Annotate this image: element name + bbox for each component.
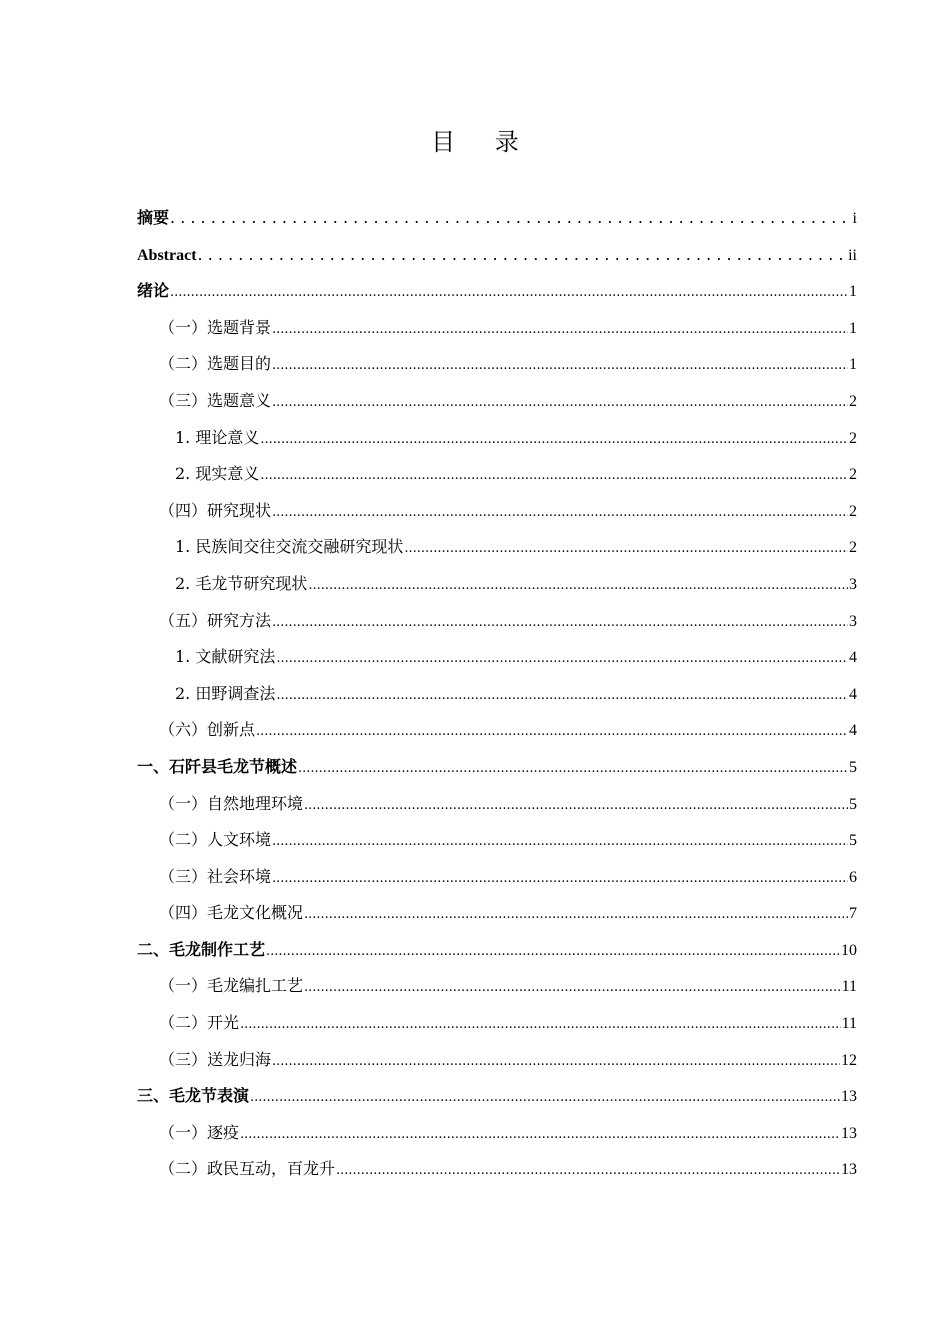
toc-entry-label: （二）人文环境 [159,830,272,850]
toc-leader [170,200,852,237]
toc-page-number: 3 [849,575,857,593]
toc-page-number: 11 [841,1015,857,1033]
toc-leader [304,895,848,934]
toc-entry[interactable] [137,456,857,493]
toc-page-number: 1 [849,283,857,301]
toc-entry-label: 2. 田野调查法 [175,683,276,703]
toc-page-number: 2 [849,466,857,484]
toc-entry[interactable] [137,566,857,603]
page-title: 目 录 [431,128,535,156]
toc-page-number: 10 [841,941,857,959]
toc-page-number: 1 [849,319,857,337]
toc-entry-label: Abstract [137,246,197,264]
toc-leader [266,932,840,971]
toc-entry[interactable] [137,676,857,713]
toc-entry-label: （三）送龙归海 [159,1049,272,1069]
toc-leader [404,529,848,568]
toc-leader [170,273,848,312]
toc-leader [272,859,848,898]
toc-entry[interactable] [137,1005,857,1042]
table-of-contents [137,200,857,1188]
toc-leader [198,237,848,274]
toc-entry-chapter-3[interactable] [137,1078,857,1115]
toc-entry-abstract-en[interactable] [137,237,857,274]
toc-page-number: 4 [849,649,857,667]
toc-entry-label: （一）自然地理环境 [159,793,304,813]
toc-leader [276,676,848,715]
toc-leader [336,1151,840,1190]
toc-entry-label: （三）社会环境 [159,866,272,886]
toc-entry-label: （六）创新点 [159,720,256,740]
toc-entry-label: （一）选题背景 [159,317,272,337]
toc-entry[interactable] [137,383,857,420]
toc-entry[interactable] [137,786,857,823]
toc-entry-abstract-cn[interactable] [137,200,857,237]
toc-page-number: 12 [841,1051,857,1069]
toc-entry[interactable] [137,895,857,932]
toc-leader [272,493,848,532]
toc-entry[interactable] [137,1042,857,1079]
toc-entry-label: （四）研究现状 [159,500,272,520]
toc-leader [276,639,848,678]
toc-entry-label: （三）选题意义 [159,390,272,410]
toc-entry-label: 2. 毛龙节研究现状 [175,573,308,593]
toc-page-number: 11 [841,978,857,996]
toc-leader [308,566,848,605]
toc-leader [272,310,848,349]
toc-page-number: 6 [849,868,857,886]
toc-page-number: 2 [849,539,857,557]
toc-entry-label: （一）逐疫 [159,1122,240,1142]
toc-entry-label: 二、毛龙制作工艺 [137,939,266,959]
toc-page-number: 5 [849,758,857,776]
toc-leader [240,1115,840,1154]
toc-leader [272,383,848,422]
toc-entry-label: 摘要 [137,208,170,227]
toc-page-number: 2 [849,502,857,520]
toc-leader [272,603,848,642]
toc-leader [272,346,848,385]
toc-entry-label: （二）选题目的 [159,354,272,374]
toc-entry[interactable] [137,529,857,566]
toc-leader [272,1042,840,1081]
toc-entry[interactable] [137,310,857,347]
toc-leader [304,968,841,1007]
toc-entry[interactable] [137,712,857,749]
toc-entry-label: 绪论 [137,281,170,301]
toc-leader [260,456,848,495]
toc-entry-label: （一）毛龙编扎工艺 [159,976,304,996]
toc-page-number: 4 [849,685,857,703]
toc-entry-label: （五）研究方法 [159,610,272,630]
toc-leader [304,786,848,825]
toc-page-number: 1 [849,356,857,374]
toc-page-number: 3 [849,612,857,630]
toc-entry-label: 1. 文献研究法 [175,647,276,667]
toc-entry-label: 1. 民族间交往交流交融研究现状 [175,537,404,557]
toc-entry[interactable] [137,603,857,640]
toc-entry-label: （四）毛龙文化概况 [159,903,304,923]
toc-page-number: 4 [849,722,857,740]
toc-leader [272,822,848,861]
toc-entry-label: （二）政民互动，百龙升 [159,1159,336,1179]
toc-leader [256,712,848,751]
toc-entry[interactable] [137,420,857,457]
toc-page-number: 13 [841,1124,857,1142]
toc-entry[interactable] [137,1151,857,1188]
toc-page-number: 2 [849,429,857,447]
toc-entry-label: 2. 现实意义 [175,464,260,484]
toc-entry[interactable] [137,493,857,530]
toc-entry[interactable] [137,346,857,383]
toc-page-number: i [852,210,857,227]
toc-page-number: 7 [849,905,857,923]
toc-entry-label: 一、石阡县毛龙节概述 [137,756,298,776]
toc-entry-chapter-1[interactable] [137,749,857,786]
toc-entry[interactable] [137,1115,857,1152]
toc-page-number: 2 [849,392,857,410]
toc-leader [250,1078,840,1117]
toc-page-number: 5 [849,795,857,813]
toc-entry-label: 三、毛龙节表演 [137,1086,250,1106]
toc-entry-chapter-2[interactable] [137,932,857,969]
toc-entry-label: （二）开光 [159,1013,240,1033]
toc-entry[interactable] [137,822,857,859]
toc-entry-introduction[interactable] [137,273,857,310]
toc-page-number: 5 [849,832,857,850]
toc-page-number: ii [848,246,857,264]
toc-entry-label: 1. 理论意义 [175,427,260,447]
toc-entry[interactable] [137,859,857,896]
toc-entry[interactable] [137,639,857,676]
toc-leader [298,749,848,788]
toc-entry[interactable] [137,968,857,1005]
toc-page-number: 13 [841,1161,857,1179]
toc-page-number: 13 [841,1088,857,1106]
toc-leader [260,420,848,459]
toc-leader [240,1005,841,1044]
